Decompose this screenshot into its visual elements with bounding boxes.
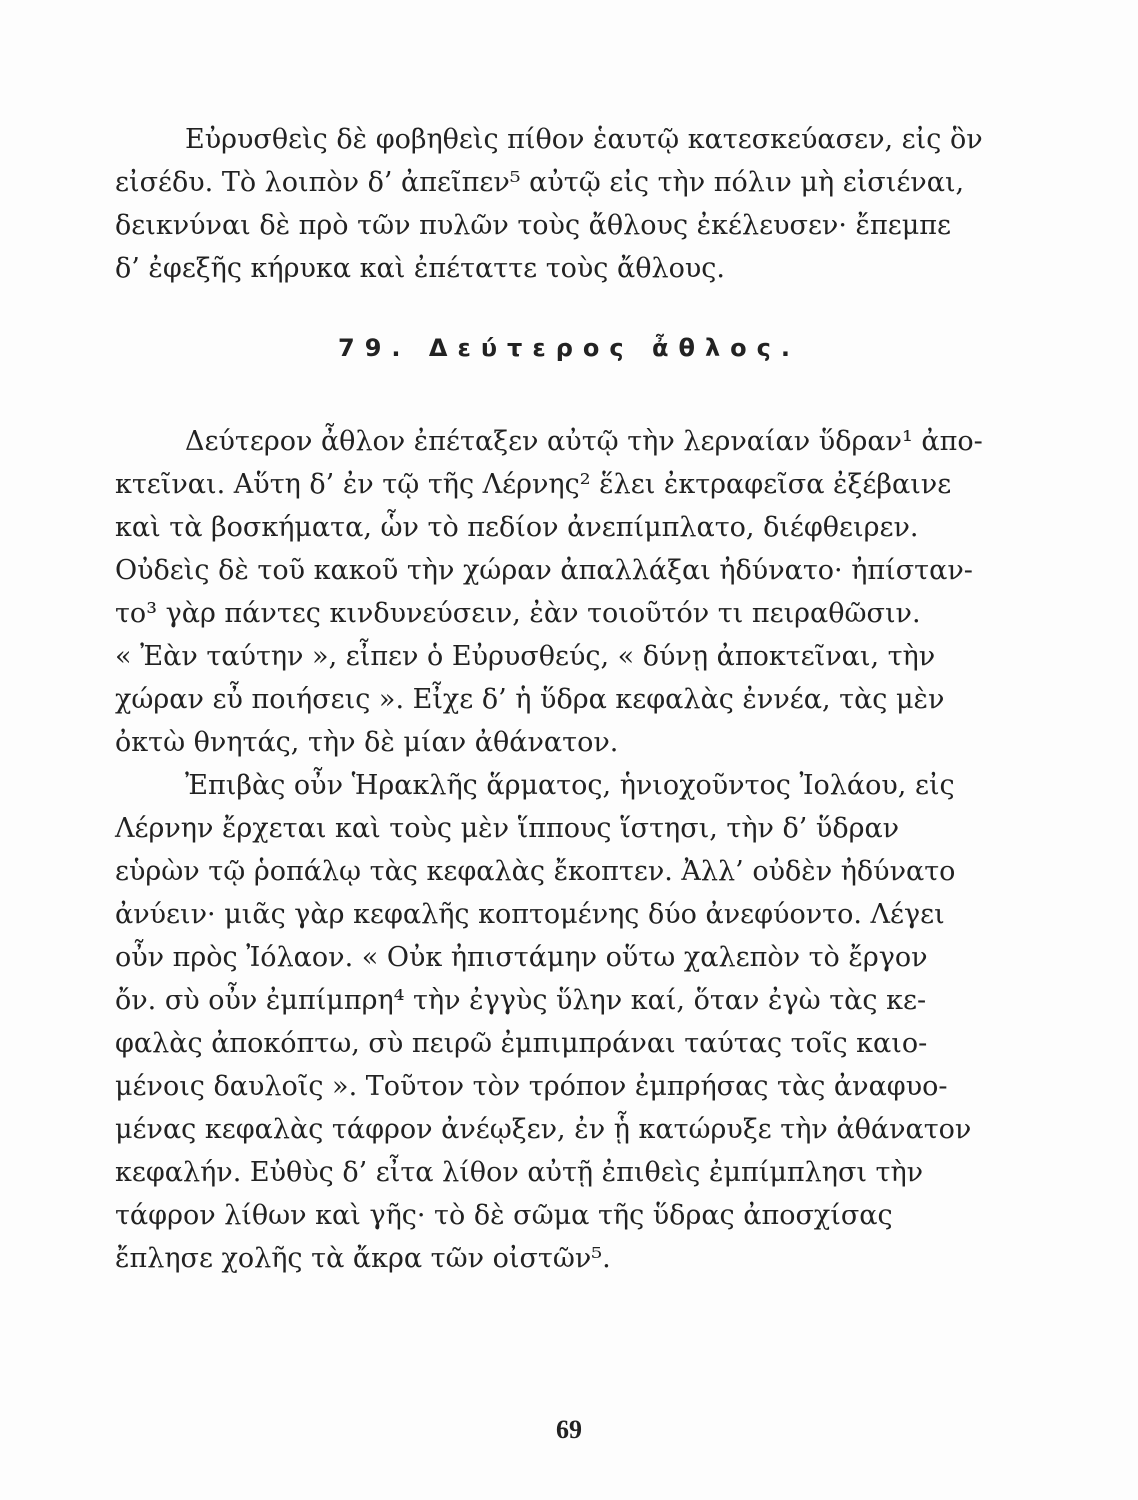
text-line: Δεύτερον ἆθλον ἐπέταξεν αὐτῷ τὴν λερναίαν ὕδραν¹ ἀπο- [185, 426, 983, 457]
text-line: ἀνύειν· μιᾶς γὰρ κεφαλῆς κοπτομένης δύο ἀνεφύοντο. Λέγει [115, 899, 945, 930]
text-line: το³ γὰρ πάντες κινδυνεύσειν, ἐὰν τοιοῦτόν τι πειραθῶσιν. [115, 598, 921, 629]
text-line: ἔπλησε χολῆς τὰ ἄκρα τῶν οἰστῶν⁵. [115, 1243, 611, 1274]
text-line: μένας κεφαλὰς τάφρον ἀνέῳξεν, ἐν ᾗ κατώρυξε τὴν ἀθάνατον [115, 1114, 972, 1145]
text-line: κεφαλήν. Εὐθὺς δ’ εἶτα λίθον αὐτῇ ἐπιθεὶς ἐμπίμπλησι τὴν [115, 1157, 924, 1188]
text-line: μένοις δαυλοῖς ». Τοῦτον τὸν τρόπον ἐμπρήσας τὰς ἀναφυο- [115, 1071, 948, 1102]
text-line: τάφρον λίθων καὶ γῆς· τὸ δὲ σῶμα τῆς ὕδρας ἀποσχίσας [115, 1200, 893, 1231]
text-line: Λέρνην ἔρχεται καὶ τοὺς μὲν ἵππους ἵστησι, τὴν δ’ ὕδραν [115, 813, 900, 844]
text-line: καὶ τὰ βοσκήματα, ὧν τὸ πεδίον ἀνεπίμπλατο, διέφθειρεν. [115, 512, 919, 543]
text-line: εἰσέδυ. Τὸ λοιπὸν δ’ ἀπεῖπεν⁵ αὐτῷ εἰς τὴν πόλιν μὴ εἰσιέναι, [115, 167, 965, 198]
page-number: 69 [556, 1415, 582, 1444]
text-line: δεικνύναι δὲ πρὸ τῶν πυλῶν τοὺς ἄθλους ἐκέλευσεν· ἔπεμπε [115, 210, 952, 241]
paragraph-1 [115, 118, 983, 290]
paragraph-3 [115, 764, 975, 1280]
text-line: ὀκτὼ θνητάς, τὴν δὲ μίαν ἀθάνατον. [115, 727, 619, 758]
section-heading: 79. Δεύτερος ἆθλος. [338, 334, 800, 362]
text-line: φαλὰς ἀποκόπτω, σὺ πειρῶ ἐμπιμπράναι ταύτας τοῖς καιο- [115, 1028, 928, 1059]
text-line: ὄν. σὺ οὖν ἐμπίμπρη⁴ τὴν ἐγγὺς ὕλην καί, ὅταν ἐγὼ τὰς κε- [115, 985, 927, 1016]
text-line: Ἐπιβὰς οὖν Ἡρακλῆς ἅρματος, ἡνιοχοῦντος Ἰολάου, εἰς [185, 770, 955, 801]
paragraph-2 [115, 420, 983, 764]
text-line: Οὐδεὶς δὲ τοῦ κακοῦ τὴν χώραν ἀπαλλάξαι ἠδύνατο· ἠπίσταν- [115, 555, 973, 586]
text-line: οὖν πρὸς Ἰόλαον. « Οὐκ ἠπιστάμην οὕτω χαλεπὸν τὸ ἔργον [115, 942, 928, 973]
text-line: « Ἐὰν ταύτην », εἶπεν ὁ Εὐρυσθεύς, « δύνῃ ἀποκτεῖναι, τὴν [115, 641, 936, 672]
text-line: εὑρὼν τῷ ῥοπάλῳ τὰς κεφαλὰς ἔκοπτεν. Ἀλλ’ οὐδὲν ἠδύνατο [115, 856, 956, 887]
text-line: κτεῖναι. Αὕτη δ’ ἐν τῷ τῆς Λέρνης² ἕλει ἐκτραφεῖσα ἐξέβαινε [115, 469, 952, 500]
text-line: Εὐρυσθεὶς δὲ φοβηθεὶς πίθον ἑαυτῷ κατεσκεύασεν, εἰς ὃν [185, 124, 983, 155]
text-line: δ’ ἐφεξῆς κήρυκα καὶ ἐπέταττε τοὺς ἄθλους. [115, 253, 725, 284]
text-line: χώραν εὖ ποιήσεις ». Εἶχε δ’ ἡ ὕδρα κεφαλὰς ἐννέα, τὰς μὲν [115, 684, 945, 715]
